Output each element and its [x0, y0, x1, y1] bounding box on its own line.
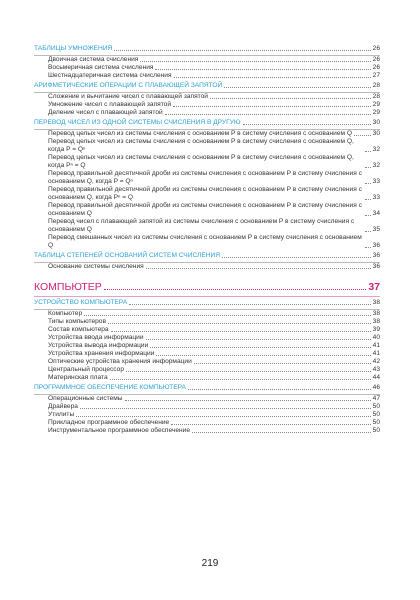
dot-leader: [150, 346, 370, 348]
toc-entry: [34, 101, 380, 109]
entry-page: 38: [372, 299, 380, 306]
entry-page: 26: [372, 64, 380, 71]
toc-entry: [34, 93, 380, 101]
toc-entry: [34, 411, 380, 419]
toc-entry: [34, 64, 380, 72]
entry-title: Перевод правильной десятичной дроби из системы счисления с основанием P в систему счисления с основанием Q, когда P = Qⁿ: [48, 170, 362, 185]
section-entry: [34, 252, 380, 260]
toc-entry: [34, 218, 380, 234]
toc-entry: [34, 109, 380, 117]
entry-title: Оптические устройства хранения информации: [48, 358, 192, 365]
toc-entry: [34, 318, 380, 326]
entry-title: Перевод чисел с плавающей запятой из системы счисления с основанием P в систему счисления с основанием Q: [48, 218, 355, 233]
entry-page: 50: [372, 427, 380, 434]
section-entry: [34, 82, 380, 90]
entry-title: Утилиты: [48, 411, 75, 418]
entry-title: Перевод целых чисел из системы счисления с основанием P в систему счисления с основанием Q, когда P = Qⁿ: [48, 138, 354, 153]
toc-entry: [34, 310, 380, 318]
dot-leader: [173, 105, 371, 107]
entry-title: Деление чисел с плавающей запятой: [48, 109, 163, 116]
entry-page: 38: [372, 310, 380, 317]
toc-entry: [34, 56, 380, 64]
dot-leader: [222, 256, 371, 258]
entry-page: 50: [372, 419, 380, 426]
toc-entry: [34, 366, 380, 374]
dot-leader: [210, 97, 371, 99]
chapter-entry: [34, 281, 380, 293]
toc-entry: [34, 234, 380, 250]
dot-leader: [192, 431, 371, 433]
entry-page: 41: [372, 342, 380, 349]
entry-title: Компьютер: [48, 310, 83, 317]
entry-page: 33: [372, 194, 380, 201]
section-entry: [34, 299, 380, 307]
toc-entry: [34, 395, 380, 403]
entry-page: 42: [372, 358, 380, 365]
entry-title: АРИФМЕТИЧЕСКИЕ ОПЕРАЦИИ С ПЛАВАЮЩЕЙ ЗАПЯТОЙ: [34, 82, 223, 89]
entry-title: Восьмеричная система счисления: [48, 64, 154, 71]
entry-page: 32: [372, 146, 380, 153]
dot-leader: [80, 407, 371, 409]
entry-page: 50: [372, 403, 380, 410]
entry-title: ТАБЛИЦА СТЕПЕНЕЙ ОСНОВАНИЙ СИСТЕМ СЧИСЛЕНИЯ: [34, 252, 220, 259]
dot-leader: [126, 370, 371, 372]
entry-title: Драйвера: [48, 403, 78, 410]
toc-entry: [34, 350, 380, 358]
dot-leader: [129, 303, 371, 305]
entry-title: Типы компьютеров: [48, 318, 106, 325]
entry-title: УСТРОЙСТВО КОМПЬЮТЕРА: [34, 299, 128, 306]
dot-leader: [125, 399, 371, 401]
entry-page: 28: [372, 93, 380, 100]
toc-entry: [34, 72, 380, 80]
toc-entry: [34, 358, 380, 366]
entry-page: 50: [372, 411, 380, 418]
entry-title: Центральный процессор: [48, 366, 124, 373]
entry-title: Устройства вывода информации: [48, 342, 149, 349]
entry-page: 33: [372, 178, 380, 185]
entry-page: 39: [372, 326, 380, 333]
entry-page: 29: [372, 109, 380, 116]
entry-page: 34: [372, 210, 380, 217]
dot-leader: [108, 322, 371, 324]
entry-title: Инструментальное программное обеспечение: [48, 427, 191, 434]
toc-entry: [34, 154, 380, 170]
entry-title: Перевод целых чисел из системы счисления с основанием P в систему счисления с основанием Q, когда Pⁿ = Q: [48, 154, 354, 169]
dot-leader: [365, 166, 371, 168]
entry-page: 47: [372, 395, 380, 402]
dot-leader: [243, 123, 371, 125]
entry-page: 29: [372, 101, 380, 108]
entry-title: Перевод правильной десятичной дроби из системы счисления с основанием P в систему счисления с основанием Q, когда Pⁿ = Q: [48, 186, 362, 201]
entry-title: Операционные системы: [48, 395, 123, 402]
toc-entry: [34, 419, 380, 427]
entry-title: Устройства хранения информации: [48, 350, 155, 357]
entry-title: ТАБЛИЦЫ УМНОЖЕНИЯ: [34, 45, 113, 52]
entry-page: 40: [372, 334, 380, 341]
entry-page: 43: [372, 366, 380, 373]
entry-title: Сложение и вычитание чисел с плавающей запятой: [48, 93, 208, 100]
dot-leader: [188, 388, 371, 390]
entry-page: 32: [372, 162, 380, 169]
entry-title: Прикладное программное обеспечение: [48, 419, 170, 426]
toc-entry: [34, 326, 380, 334]
dot-leader: [76, 415, 370, 417]
entry-title: Двоичная система счисления: [48, 56, 139, 63]
entry-page: 44: [372, 374, 380, 381]
toc-entry: [34, 202, 380, 218]
section-entry: [34, 384, 380, 392]
entry-page: 26: [372, 56, 380, 63]
toc-entry: [34, 403, 380, 411]
entry-page: 27: [372, 72, 380, 79]
toc-entry: [34, 170, 380, 186]
entry-page: 26: [372, 45, 380, 52]
dot-leader: [104, 288, 367, 290]
entry-title: Основание системы счисления: [48, 263, 144, 270]
dot-leader: [171, 423, 370, 425]
dot-leader: [114, 49, 370, 51]
dot-leader: [365, 214, 371, 216]
entry-title: Умножение чисел с плавающей запятой: [48, 101, 172, 108]
entry-page: 36: [372, 263, 380, 270]
toc-entry: [34, 130, 380, 138]
entry-title: Материнская плата: [48, 374, 108, 381]
entry-page: 28: [372, 82, 380, 89]
entry-title: КОМПЬЮТЕР: [34, 281, 102, 293]
dot-leader: [354, 134, 371, 136]
toc-entry: [34, 374, 380, 382]
entry-title: Состав компьютера: [48, 326, 109, 333]
dot-leader: [146, 267, 371, 269]
entry-title: ПЕРЕВОД ЧИСЕЛ ИЗ ОДНОЙ СИСТЕМЫ СЧИСЛЕНИЯ В ДРУГУЮ: [34, 119, 241, 126]
entry-page: 38: [372, 318, 380, 325]
dot-leader: [111, 330, 371, 332]
entry-title: Шестнадцатеричная система счисления: [48, 72, 172, 79]
dot-leader: [156, 354, 370, 356]
dot-leader: [194, 362, 371, 364]
entry-page: 36: [372, 242, 380, 249]
entry-title: Устройства ввода информации: [48, 334, 144, 341]
toc-entry: [34, 342, 380, 350]
dot-leader: [174, 76, 371, 78]
entry-page: 37: [368, 281, 380, 293]
dot-leader: [140, 60, 370, 62]
section-entry: [34, 119, 380, 127]
table-of-contents: [34, 43, 380, 435]
page-number: 219: [201, 558, 219, 569]
entry-title: Перевод правильной десятичной дроби из системы счисления с основанием P в систему счисления с основанием Q: [48, 202, 362, 217]
entry-page: 30: [372, 130, 380, 137]
entry-page: 46: [372, 384, 380, 391]
dot-leader: [84, 314, 371, 316]
dot-leader: [155, 68, 370, 70]
dot-leader: [365, 246, 371, 248]
toc-entry: [34, 334, 380, 342]
dot-leader: [365, 230, 371, 232]
entry-title: Перевод целых чисел из системы счисления с основанием P в систему счисления с основанием Q: [48, 130, 352, 137]
dot-leader: [365, 182, 371, 184]
dot-leader: [146, 338, 371, 340]
divider: [34, 296, 380, 297]
entry-page: 30: [372, 119, 380, 126]
toc-entry: [34, 138, 380, 154]
dot-leader: [365, 198, 371, 200]
toc-entry: [34, 263, 380, 271]
toc-entry: [34, 186, 380, 202]
toc-entry: [34, 427, 380, 435]
entry-page: 36: [372, 252, 380, 259]
dot-leader: [110, 378, 371, 380]
entry-title: ПРОГРАММНОЕ ОБЕСПЕЧЕНИЕ КОМПЬЮТЕРА: [34, 384, 186, 391]
dot-leader: [365, 150, 371, 152]
entry-page: 35: [372, 226, 380, 233]
entry-title: Перевод смешанных чисел из системы счисления с основанием P в систему счисления с основанием Q: [48, 234, 362, 249]
dot-leader: [224, 86, 370, 88]
dot-leader: [165, 113, 371, 115]
section-entry: [34, 45, 380, 53]
entry-page: 41: [372, 350, 380, 357]
